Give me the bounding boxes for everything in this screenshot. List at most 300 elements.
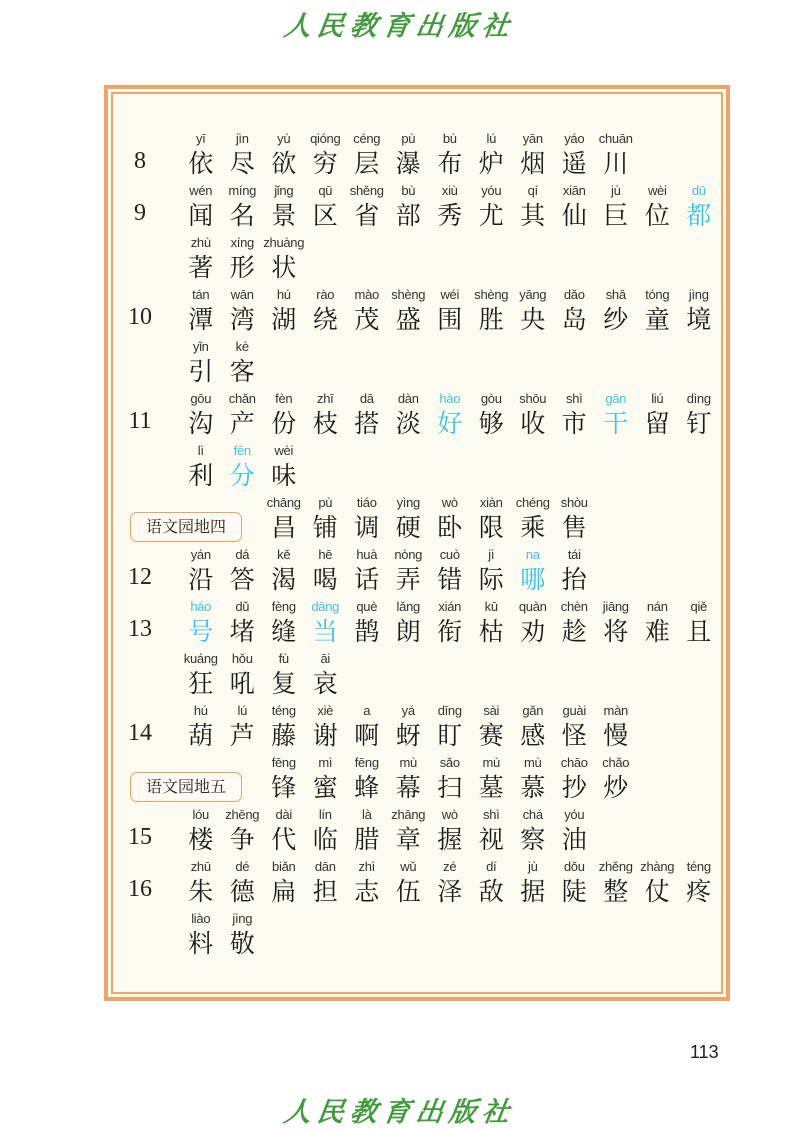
character-cell	[263, 650, 305, 700]
pinyin: hào	[439, 391, 461, 406]
hanzi: 湾	[229, 305, 255, 334]
character-cell	[388, 130, 430, 180]
hanzi: 将	[603, 617, 629, 646]
character-cell	[346, 598, 388, 648]
pinyin: dí	[486, 859, 497, 874]
character-cell	[471, 546, 513, 596]
hanzi: 慕	[520, 773, 546, 802]
pinyin: pù	[318, 495, 333, 510]
hanzi: 岛	[561, 305, 587, 334]
character-cell	[222, 234, 264, 284]
pinyin: jìng	[232, 911, 253, 926]
pinyin: xiè	[317, 703, 334, 718]
character-cell	[180, 182, 222, 232]
character-cell	[305, 650, 347, 700]
character-cell	[595, 182, 637, 232]
pinyin: mào	[354, 287, 379, 302]
pinyin: zhù	[190, 235, 211, 250]
hanzi: 楼	[188, 825, 214, 854]
pinyin: huà	[356, 547, 378, 562]
hanzi: 名	[229, 201, 255, 230]
hanzi: 盯	[437, 721, 463, 750]
hanzi: 劝	[520, 617, 546, 646]
pinyin: yáo	[564, 131, 585, 146]
character-row	[180, 234, 305, 284]
character-cell	[471, 286, 513, 336]
pinyin: màn	[603, 703, 628, 718]
pinyin: xiān	[562, 183, 586, 198]
character-cell	[263, 598, 305, 648]
pinyin: qí	[527, 183, 538, 198]
hanzi: 感	[520, 721, 546, 750]
character-cell	[346, 858, 388, 908]
pinyin: zhěng	[598, 859, 633, 874]
pinyin: zhì	[358, 859, 375, 874]
pinyin: dài	[275, 807, 292, 822]
character-cell	[554, 546, 596, 596]
character-cell	[180, 234, 222, 284]
hanzi: 秀	[437, 201, 463, 230]
hanzi: 缝	[271, 617, 297, 646]
hanzi: 巨	[603, 201, 629, 230]
hanzi: 沿	[188, 565, 214, 594]
character-cell	[180, 546, 222, 596]
pinyin: quàn	[518, 599, 547, 614]
hanzi: 穷	[312, 149, 338, 178]
pinyin: lín	[318, 807, 332, 822]
character-cell	[180, 442, 222, 492]
pinyin: jiāng	[602, 599, 629, 614]
character-cell	[305, 702, 347, 752]
hanzi: 著	[188, 253, 214, 282]
hanzi: 尽	[229, 149, 255, 178]
character-cell	[346, 754, 388, 804]
hanzi: 扁	[271, 877, 297, 906]
pinyin: chuān	[598, 131, 633, 146]
character-cell	[180, 130, 222, 180]
hanzi: 朗	[395, 617, 421, 646]
pinyin: wén	[189, 183, 213, 198]
hanzi: 其	[520, 201, 546, 230]
pinyin: zhī	[317, 391, 334, 406]
pinyin: pù	[401, 131, 416, 146]
hanzi: 泽	[437, 877, 463, 906]
character-row	[180, 390, 720, 440]
hanzi: 慢	[603, 721, 629, 750]
pinyin: dìng	[686, 391, 711, 406]
pinyin: sài	[483, 703, 500, 718]
hanzi: 好	[437, 409, 463, 438]
hanzi: 够	[478, 409, 504, 438]
pinyin: zhuàng	[263, 235, 305, 250]
character-cell	[512, 182, 554, 232]
lesson-number: 15	[128, 824, 152, 850]
lesson-number: 8	[134, 148, 146, 174]
hanzi: 陡	[561, 877, 587, 906]
character-cell	[388, 390, 430, 440]
character-cell	[305, 858, 347, 908]
pinyin: hē	[318, 547, 333, 562]
hanzi: 乘	[520, 513, 546, 542]
hanzi: 鹊	[354, 617, 380, 646]
hanzi: 抄	[561, 773, 587, 802]
pinyin: tóng	[645, 287, 670, 302]
hanzi: 堵	[229, 617, 255, 646]
hanzi: 闻	[188, 201, 214, 230]
character-cell	[595, 130, 637, 180]
character-cell	[554, 130, 596, 180]
character-row	[180, 182, 720, 232]
pinyin: shěng	[349, 183, 384, 198]
page-number: 113	[690, 1042, 719, 1062]
character-cell	[512, 598, 554, 648]
hanzi: 川	[603, 149, 629, 178]
hanzi: 限	[478, 513, 504, 542]
hanzi: 蚜	[395, 721, 421, 750]
character-cell	[595, 286, 637, 336]
hanzi: 景	[271, 201, 297, 230]
character-row	[180, 286, 720, 336]
hanzi: 料	[188, 929, 214, 958]
character-cell	[222, 702, 264, 752]
hanzi: 干	[603, 409, 629, 438]
hanzi: 湖	[271, 305, 297, 334]
hanzi: 枯	[478, 617, 504, 646]
character-row	[180, 546, 595, 596]
hanzi: 疼	[686, 877, 712, 906]
hanzi: 沟	[188, 409, 214, 438]
pinyin: shōu	[519, 391, 547, 406]
character-cell	[263, 546, 305, 596]
character-cell	[471, 494, 513, 544]
character-cell	[637, 858, 679, 908]
character-cell	[388, 182, 430, 232]
unit-tag: 语文园地五	[130, 772, 242, 802]
character-cell	[180, 286, 222, 336]
hanzi: 布	[437, 149, 463, 178]
pinyin: chǎn	[228, 391, 256, 406]
pinyin: chéng	[515, 495, 550, 510]
pinyin: nòng	[394, 547, 423, 562]
character-cell	[305, 182, 347, 232]
hanzi: 整	[603, 877, 629, 906]
character-cell	[263, 858, 305, 908]
hanzi: 烟	[520, 149, 546, 178]
hanzi: 绕	[312, 305, 338, 334]
character-cell	[305, 598, 347, 648]
hanzi: 搭	[354, 409, 380, 438]
character-cell	[346, 390, 388, 440]
pinyin: yìng	[396, 495, 420, 510]
character-cell	[346, 130, 388, 180]
pinyin: chá	[522, 807, 543, 822]
pinyin: chèn	[560, 599, 588, 614]
character-cell	[263, 390, 305, 440]
hanzi: 位	[644, 201, 670, 230]
pinyin: mù	[524, 755, 542, 770]
pinyin: wèi	[647, 183, 667, 198]
character-cell	[637, 182, 679, 232]
pinyin: jìng	[688, 287, 709, 302]
pinyin: chǎo	[602, 755, 630, 770]
hanzi: 且	[686, 617, 712, 646]
pinyin: guài	[562, 703, 586, 718]
character-row	[180, 130, 637, 180]
hanzi: 章	[395, 825, 421, 854]
character-cell	[180, 702, 222, 752]
character-cell	[595, 702, 637, 752]
hanzi: 狂	[188, 669, 214, 698]
pinyin: dīng	[437, 703, 462, 718]
character-cell	[263, 754, 305, 804]
character-cell	[429, 286, 471, 336]
pinyin: sǎo	[439, 755, 460, 770]
pinyin: xiù	[441, 183, 458, 198]
character-cell	[346, 182, 388, 232]
hanzi: 留	[644, 409, 670, 438]
character-cell	[222, 286, 264, 336]
character-row	[180, 702, 637, 752]
character-cell	[388, 598, 430, 648]
pinyin: gǎn	[522, 703, 544, 718]
pinyin: lú	[486, 131, 497, 146]
pinyin: kuáng	[183, 651, 218, 666]
hanzi: 葫	[188, 721, 214, 750]
hanzi: 区	[312, 201, 338, 230]
pinyin: fēng	[354, 755, 379, 770]
pinyin: dá	[235, 547, 250, 562]
pinyin: shā	[605, 287, 626, 302]
character-cell	[263, 130, 305, 180]
character-cell	[222, 442, 264, 492]
character-cell	[471, 182, 513, 232]
pinyin: téng	[686, 859, 711, 874]
hanzi: 复	[271, 669, 297, 698]
character-cell	[346, 494, 388, 544]
hanzi: 敌	[478, 877, 504, 906]
character-row	[180, 598, 720, 648]
character-cell	[180, 910, 222, 960]
hanzi: 抬	[561, 565, 587, 594]
hanzi: 卧	[437, 513, 463, 542]
hanzi: 蜜	[312, 773, 338, 802]
hanzi: 铺	[312, 513, 338, 542]
pinyin: mù	[482, 755, 500, 770]
character-cell	[595, 390, 637, 440]
character-cell	[388, 858, 430, 908]
pinyin: hú	[193, 703, 208, 718]
character-row	[180, 442, 305, 492]
pinyin: gōu	[190, 391, 212, 406]
character-cell	[512, 130, 554, 180]
character-cell	[429, 702, 471, 752]
pinyin: dǎo	[563, 287, 585, 302]
character-cell	[305, 390, 347, 440]
pinyin: yóu	[481, 183, 502, 198]
character-cell	[471, 754, 513, 804]
pinyin: dǒu	[563, 859, 585, 874]
pinyin: jǐng	[274, 183, 294, 198]
publisher-header: 人民教育出版社	[281, 11, 518, 42]
character-cell	[554, 806, 596, 856]
character-cell	[429, 858, 471, 908]
pinyin: dāng	[311, 599, 340, 614]
character-cell	[180, 806, 222, 856]
character-cell	[305, 546, 347, 596]
pinyin: xiàn	[479, 495, 503, 510]
hanzi: 衔	[437, 617, 463, 646]
character-cell	[263, 234, 305, 284]
character-cell	[429, 754, 471, 804]
character-cell	[637, 598, 679, 648]
pinyin: hǒu	[231, 651, 253, 666]
character-cell	[305, 130, 347, 180]
hanzi: 份	[271, 409, 297, 438]
hanzi: 趁	[561, 617, 587, 646]
character-cell	[263, 442, 305, 492]
pinyin: lì	[197, 443, 204, 458]
hanzi: 号	[188, 617, 214, 646]
pinyin: fèng	[271, 599, 296, 614]
pinyin: xián	[438, 599, 462, 614]
hanzi: 依	[188, 149, 214, 178]
hanzi: 瀑	[395, 149, 421, 178]
character-cell	[180, 338, 222, 388]
lesson-number: 10	[128, 304, 152, 330]
pinyin: biǎn	[272, 859, 296, 874]
pinyin: chāo	[560, 755, 588, 770]
pinyin: yǐn	[192, 339, 209, 354]
pinyin: hú	[276, 287, 291, 302]
pinyin: zhàng	[640, 859, 675, 874]
hanzi: 难	[644, 617, 670, 646]
hanzi: 油	[561, 825, 587, 854]
pinyin: yóu	[564, 807, 585, 822]
hanzi: 朱	[188, 877, 214, 906]
pinyin: yī	[195, 131, 206, 146]
character-cell	[554, 494, 596, 544]
pinyin: dān	[314, 859, 336, 874]
hanzi: 啊	[354, 721, 380, 750]
pinyin: tán	[192, 287, 210, 302]
pinyin: yù	[277, 131, 291, 146]
character-cell	[554, 598, 596, 648]
hanzi: 形	[229, 253, 255, 282]
hanzi: 仗	[644, 877, 670, 906]
pinyin: jù	[527, 859, 538, 874]
pinyin: liú	[651, 391, 664, 406]
character-cell	[180, 650, 222, 700]
hanzi: 炉	[478, 149, 504, 178]
hanzi: 分	[229, 461, 255, 490]
hanzi: 仙	[561, 201, 587, 230]
pinyin: dū	[691, 183, 706, 198]
pinyin: wǔ	[400, 859, 417, 874]
character-cell	[388, 702, 430, 752]
character-cell	[429, 546, 471, 596]
character-cell	[471, 858, 513, 908]
pinyin: téng	[271, 703, 296, 718]
character-cell	[471, 390, 513, 440]
hanzi: 哀	[312, 669, 338, 698]
pinyin: zhēng	[225, 807, 260, 822]
character-cell	[388, 546, 430, 596]
pinyin: wān	[230, 287, 254, 302]
pinyin: wò	[441, 807, 458, 822]
character-cell	[388, 286, 430, 336]
hanzi: 话	[354, 565, 380, 594]
hanzi: 志	[354, 877, 380, 906]
pinyin: lǎng	[396, 599, 420, 614]
pinyin: yān	[522, 131, 543, 146]
hanzi: 赛	[478, 721, 504, 750]
character-cell	[554, 702, 596, 752]
character-cell	[222, 130, 264, 180]
character-cell	[678, 286, 720, 336]
pinyin: na	[525, 547, 540, 562]
pinyin: gān	[605, 391, 627, 406]
hanzi: 当	[312, 617, 338, 646]
character-cell	[222, 598, 264, 648]
pinyin: tiáo	[356, 495, 377, 510]
character-cell	[180, 598, 222, 648]
character-cell	[471, 130, 513, 180]
pinyin: kě	[277, 547, 291, 562]
pinyin: tái	[567, 547, 581, 562]
lesson-number: 11	[128, 408, 152, 434]
hanzi: 幕	[395, 773, 421, 802]
publisher-footer: 人民教育出版社	[281, 1097, 518, 1128]
character-cell	[222, 650, 264, 700]
pinyin: wèi	[274, 443, 294, 458]
character-cell	[512, 858, 554, 908]
pinyin: bù	[442, 131, 457, 146]
pinyin: qióng	[310, 131, 341, 146]
pinyin: shèng	[474, 287, 509, 302]
lesson-number: 12	[128, 564, 152, 590]
lesson-number: 16	[128, 876, 152, 902]
hanzi: 芦	[229, 721, 255, 750]
pinyin: yāng	[519, 287, 547, 302]
hanzi: 握	[437, 825, 463, 854]
character-cell	[388, 494, 430, 544]
pinyin: céng	[353, 131, 381, 146]
pinyin: xíng	[230, 235, 254, 250]
pinyin: gòu	[480, 391, 502, 406]
hanzi: 茂	[354, 305, 380, 334]
hanzi: 产	[229, 409, 255, 438]
pinyin: rào	[316, 287, 335, 302]
character-cell	[595, 858, 637, 908]
character-cell	[429, 806, 471, 856]
hanzi: 哪	[520, 565, 546, 594]
character-cell	[429, 390, 471, 440]
character-cell	[678, 858, 720, 908]
character-cell	[180, 858, 222, 908]
hanzi: 视	[478, 825, 504, 854]
character-cell	[222, 546, 264, 596]
character-cell	[512, 286, 554, 336]
hanzi: 担	[312, 877, 338, 906]
character-cell	[512, 494, 554, 544]
pinyin: mì	[318, 755, 333, 770]
lesson-number: 9	[134, 200, 146, 226]
pinyin: dǔ	[235, 599, 250, 614]
hanzi: 尤	[478, 201, 504, 230]
character-row	[263, 494, 595, 544]
character-cell	[222, 858, 264, 908]
character-cell	[305, 494, 347, 544]
